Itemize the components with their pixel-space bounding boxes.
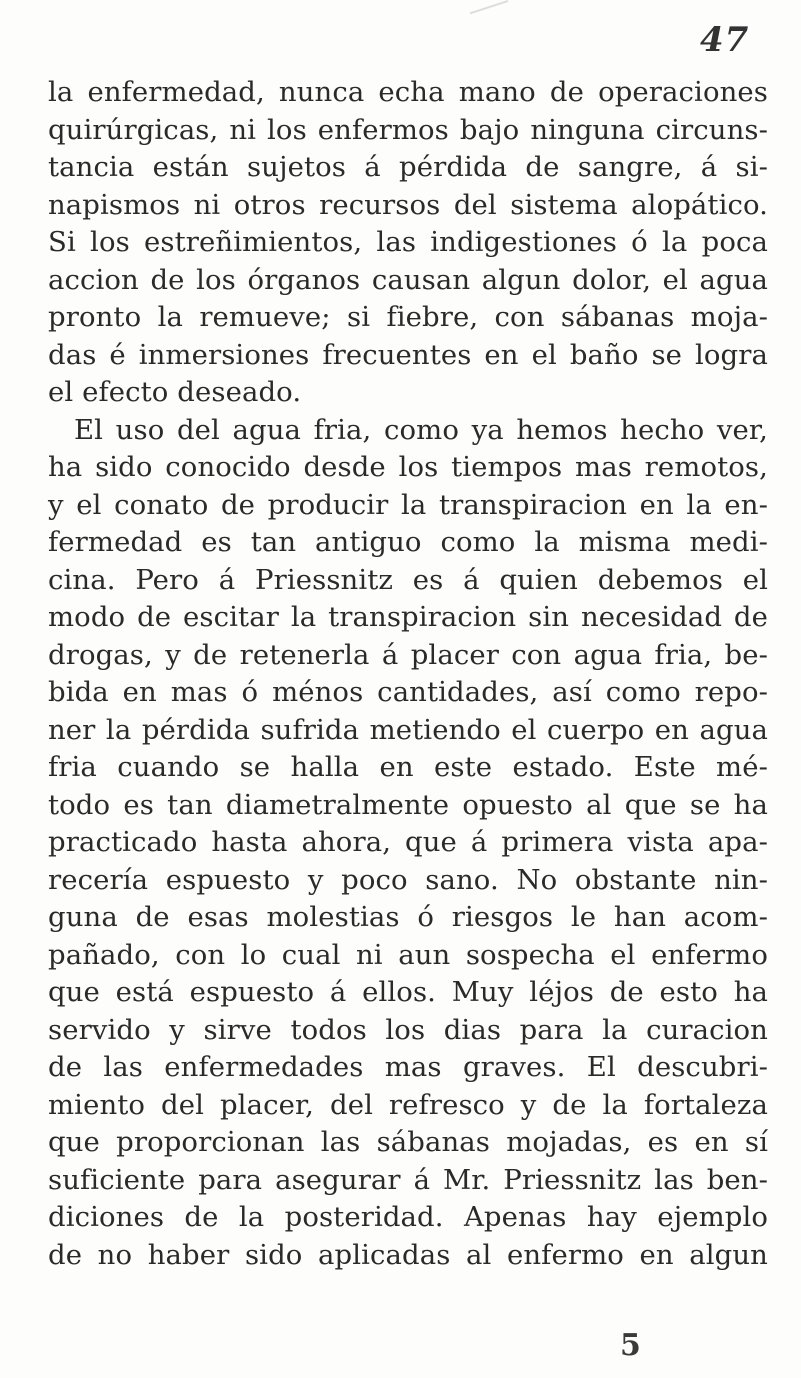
text-line: drogas, y de retenerla á placer con agua fria, be- [48,638,768,671]
text-line: diciones de la posteridad. Apenas hay ejemplo [48,1201,768,1233]
text-line: fermedad es tan antiguo como la misma medi- [48,526,768,558]
signature-mark: 5 [620,1328,641,1363]
text-line: guna de esas molestias ó riesgos le han acom- [48,901,768,933]
text-line: servido y sirve todos los dias para la curacion [48,1013,768,1046]
text-line: cina. Pero á Priessnitz es á quien debemos el [48,563,768,596]
text-line: la enfermedad, nunca echa mano de operaciones [48,76,768,108]
text-line: quirúrgicas, ni los enfermos bajo ninguna circuns- [48,113,768,146]
text-line: tancia están sujetos á pérdida de sangre, á si- [48,151,768,183]
text-line: napismos ni otros recursos del sistema alopático. [48,188,768,221]
text-line: practicado hasta ahora, que á primera vista apa- [48,826,768,858]
text-line: pañado, con lo cual ni aun sospecha el enfermo [48,938,768,971]
text-line: Si los estreñimientos, las indigestiones ó la poca [48,226,768,258]
text-line: fria cuando se halla en este estado. Este mé- [48,751,768,783]
body-text [48,74,768,1274]
text-line: que está espuesto á ellos. Muy léjos de esto ha [48,976,768,1008]
text-line: bida en mas ó ménos cantidades, así como repo- [48,676,768,708]
text-line: de no haber sido aplicadas al enfermo en algun [48,1238,768,1271]
page-number: 47 [700,20,750,60]
text-line: y el conato de producir la transpiracion en la en- [48,488,768,521]
text-line: miento del placer, del refresco y de la fortaleza [48,1088,768,1121]
text-line: ner la pérdida sufrida metiendo el cuerpo en agua [48,713,768,746]
text-line: accion de los órganos causan algun dolor, el agua [48,263,768,296]
text-line-paragraph-start: El uso del agua fria, como ya hemos hecho ver, [74,413,768,446]
text-line: ha sido conocido desde los tiempos mas remotos, [48,451,768,483]
text-line: suficiente para asegurar á Mr. Priessnitz las ben- [48,1163,768,1196]
text-line: modo de escitar la transpiracion sin necesidad de [48,601,768,633]
text-line: recería espuesto y poco sano. No obstante nin- [48,863,768,896]
text-line: das é inmersiones frecuentes en el baño se logra [48,338,768,371]
text-line: todo es tan diametralmente opuesto al que se ha [48,788,768,821]
text-line: de las enfermedades mas graves. El descubri- [48,1051,768,1083]
text-line: que proporcionan las sábanas mojadas, es en sí [48,1126,768,1158]
text-line-paragraph-end: el efecto deseado. [48,376,302,408]
paper-mark-decoration [470,0,511,20]
text-line: pronto la remueve; si fiebre, con sábanas moja- [48,301,768,333]
